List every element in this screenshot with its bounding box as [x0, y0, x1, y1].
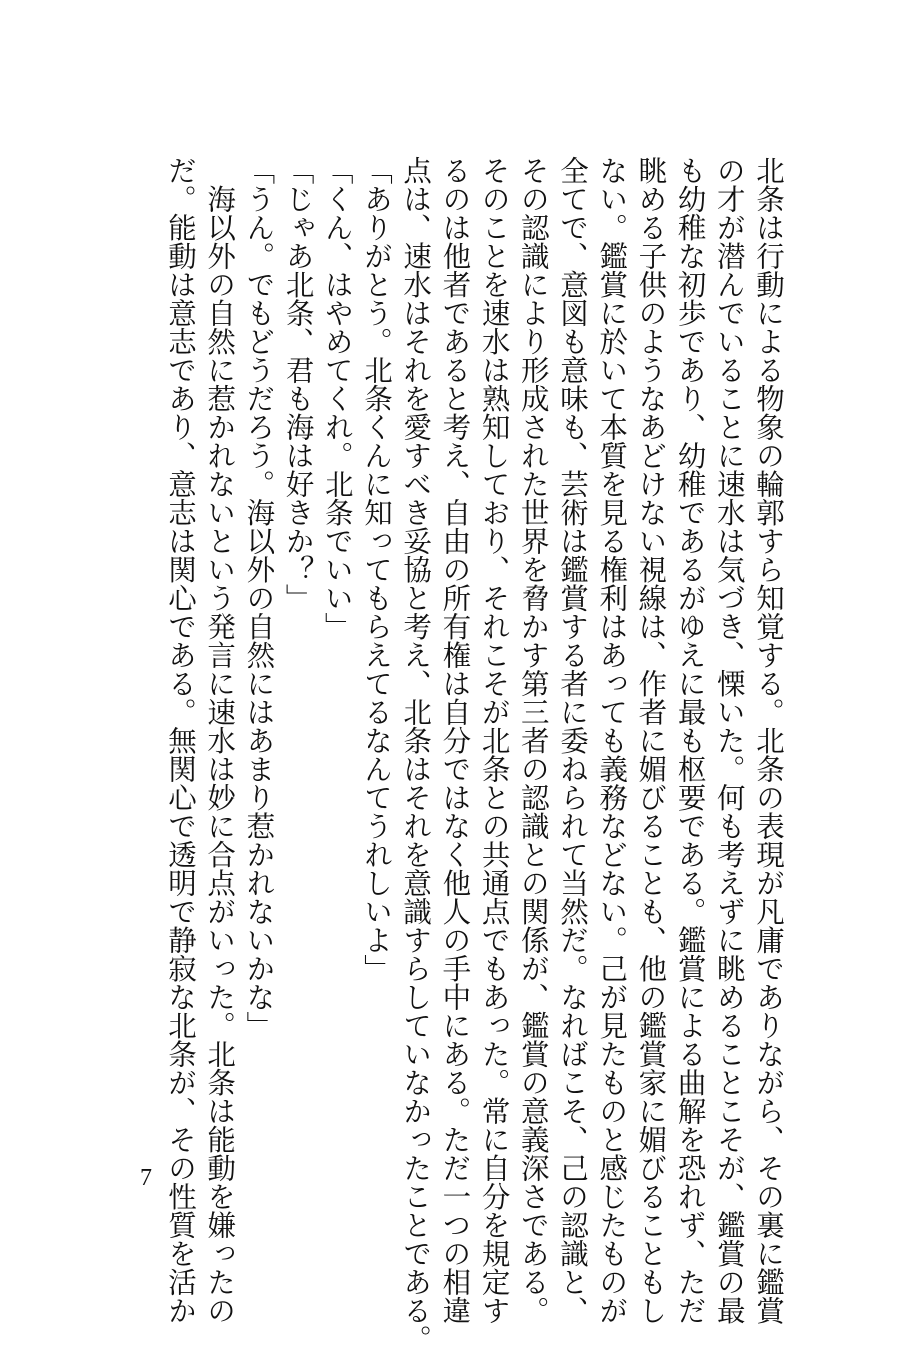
- text-line: 全てで、意図も意味も、芸術は鑑賞する者に委ねられて当然だ。なればこそ、己の認識と、: [555, 156, 589, 1325]
- text-line: も幼稚な初歩であり、幼稚であるがゆえに最も枢要である。鑑賞による曲解を恐れず、ただ: [673, 156, 707, 1325]
- text-line: その認識により形成された世界を脅かす第三者の認識との関係が、鑑賞の意義深さである。: [516, 156, 550, 1325]
- dialogue-line: 「くん、はやめてくれ。北条でいい」: [320, 156, 354, 641]
- text-line: 海以外の自然に惹かれないという発言に速水は妙に合点がいった。北条は能動を嫌ったの: [203, 156, 237, 1325]
- text-line: ない。鑑賞に於いて本質を見る権利はあっても義務などない。己が見たものと感じたものが: [595, 156, 629, 1325]
- text-line: 北条は行動による物象の輪郭すら知覚する。北条の表現が凡庸でありながら、その裏に鑑賞: [752, 156, 785, 1325]
- page-number: 7: [140, 1165, 152, 1191]
- body-text: [108, 156, 788, 1353]
- text-line: 眺める子供のようなあどけない視線は、作者に媚びることも、他の鑑賞家に媚びることもし: [634, 156, 668, 1325]
- text-line: の才が潜んでいることに速水は気づき、慄いた。何も考えずに眺めることこそが、鑑賞の最: [712, 156, 746, 1325]
- text-line: 点は、速水はそれを愛すべき妥協と考え、北条はそれを意識すらしていなかったことである。: [399, 156, 433, 1353]
- dialogue-line: 「じゃあ北条、君も海は好きか？」: [281, 156, 315, 612]
- text-line: そのことを速水は熟知しており、それこそが北条との共通点でもあった。常に自分を規定す: [477, 156, 511, 1325]
- dialogue-line: 「うん。でもどうだろう。海以外の自然にはあまり惹かれないかな」: [242, 156, 276, 1040]
- text-line: るのは他者であると考え、自由の所有権は自分ではなく他人の手中にある。ただ一つの相違: [438, 156, 472, 1325]
- dialogue-line: 「ありがとう。北条くんに知ってもらえてるなんてうれしいよ」: [359, 156, 393, 983]
- text-line: だ。能動は意志であり、意志は関心である。無関心で透明で静寂な北条が、その性質を活か: [163, 156, 197, 1325]
